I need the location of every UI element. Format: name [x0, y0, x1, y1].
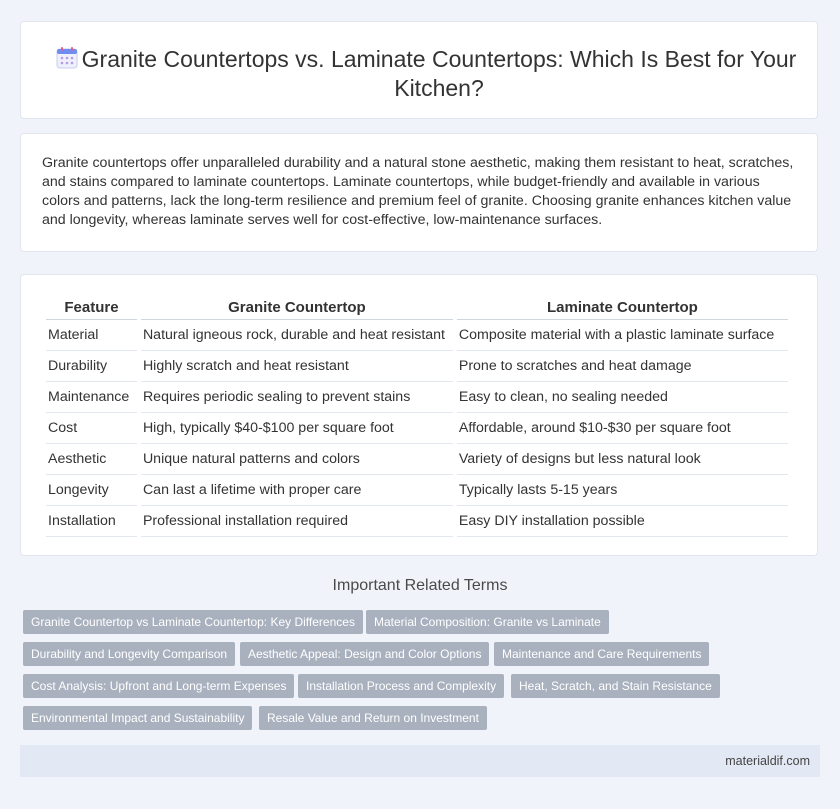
header-granite: Granite Countertop [141, 295, 453, 320]
related-tag[interactable]: Cost Analysis: Upfront and Long-term Expenses [23, 674, 294, 698]
calendar-icon [55, 46, 79, 70]
laminate-cell: Easy DIY installation possible [457, 506, 788, 537]
intro-card [20, 133, 818, 252]
footer [20, 745, 820, 777]
related-tag[interactable]: Maintenance and Care Requirements [494, 642, 709, 666]
related-tag[interactable]: Heat, Scratch, and Stain Resistance [511, 674, 720, 698]
page-title: Granite Countertops vs. Laminate Countertops: Which Is Best for Your Kitchen? [81, 46, 797, 101]
header-card [20, 21, 818, 119]
laminate-cell: Prone to scratches and heat damage [457, 351, 788, 382]
laminate-cell: Affordable, around $10-$30 per square foot [457, 413, 788, 444]
laminate-cell: Easy to clean, no sealing needed [457, 382, 788, 413]
table-row [46, 475, 788, 506]
header-feature: Feature [46, 295, 137, 320]
intro-paragraph: Granite countertops offer unparalleled durability and a natural stone aesthetic, making them resistant to heat, scratches, and stains compared to laminate countertops. Laminate countertops, while budget-friendly and available in various colors and patterns, lack the long-term resilience and premium feel of granite. Choosing granite enhances kitchen value and longevity, whereas laminate serves well for cost-effective, low-maintenance surfaces. [42, 155, 794, 228]
feature-cell: Aesthetic [46, 444, 137, 475]
granite-cell: Can last a lifetime with proper care [141, 475, 453, 506]
granite-cell: Requires periodic sealing to prevent stains [141, 382, 453, 413]
footer-site[interactable]: materialdif.com [725, 754, 810, 768]
feature-cell: Longevity [46, 475, 137, 506]
granite-cell: Professional installation required [141, 506, 453, 537]
granite-cell: Highly scratch and heat resistant [141, 351, 453, 382]
feature-cell: Durability [46, 351, 137, 382]
granite-cell: Unique natural patterns and colors [141, 444, 453, 475]
laminate-cell: Variety of designs but less natural look [457, 444, 788, 475]
related-tag[interactable]: Environmental Impact and Sustainability [23, 706, 252, 730]
table-row [46, 320, 788, 351]
comparison-table [42, 295, 792, 537]
related-tag[interactable]: Resale Value and Return on Investment [259, 706, 487, 730]
related-terms-title: Important Related Terms [332, 577, 508, 594]
table-header-row [46, 295, 788, 320]
feature-cell: Installation [46, 506, 137, 537]
related-tag[interactable]: Durability and Longevity Comparison [23, 642, 235, 666]
laminate-cell: Composite material with a plastic laminate surface [457, 320, 788, 351]
related-tag[interactable]: Installation Process and Complexity [298, 674, 504, 698]
granite-cell: Natural igneous rock, durable and heat resistant [141, 320, 453, 351]
feature-cell: Maintenance [46, 382, 137, 413]
comparison-table-card [20, 274, 818, 556]
feature-cell: Material [46, 320, 137, 351]
feature-cell: Cost [46, 413, 137, 444]
table-row [46, 413, 788, 444]
table-row [46, 444, 788, 475]
laminate-cell: Typically lasts 5-15 years [457, 475, 788, 506]
related-tag[interactable]: Aesthetic Appeal: Design and Color Options [240, 642, 489, 666]
related-tag[interactable]: Material Composition: Granite vs Laminate [366, 610, 609, 634]
granite-cell: High, typically $40-$100 per square foot [141, 413, 453, 444]
table-row [46, 351, 788, 382]
header-laminate: Laminate Countertop [457, 295, 788, 320]
table-row [46, 382, 788, 413]
related-tag[interactable]: Granite Countertop vs Laminate Countertop: Key Differences [23, 610, 363, 634]
table-row [46, 506, 788, 537]
